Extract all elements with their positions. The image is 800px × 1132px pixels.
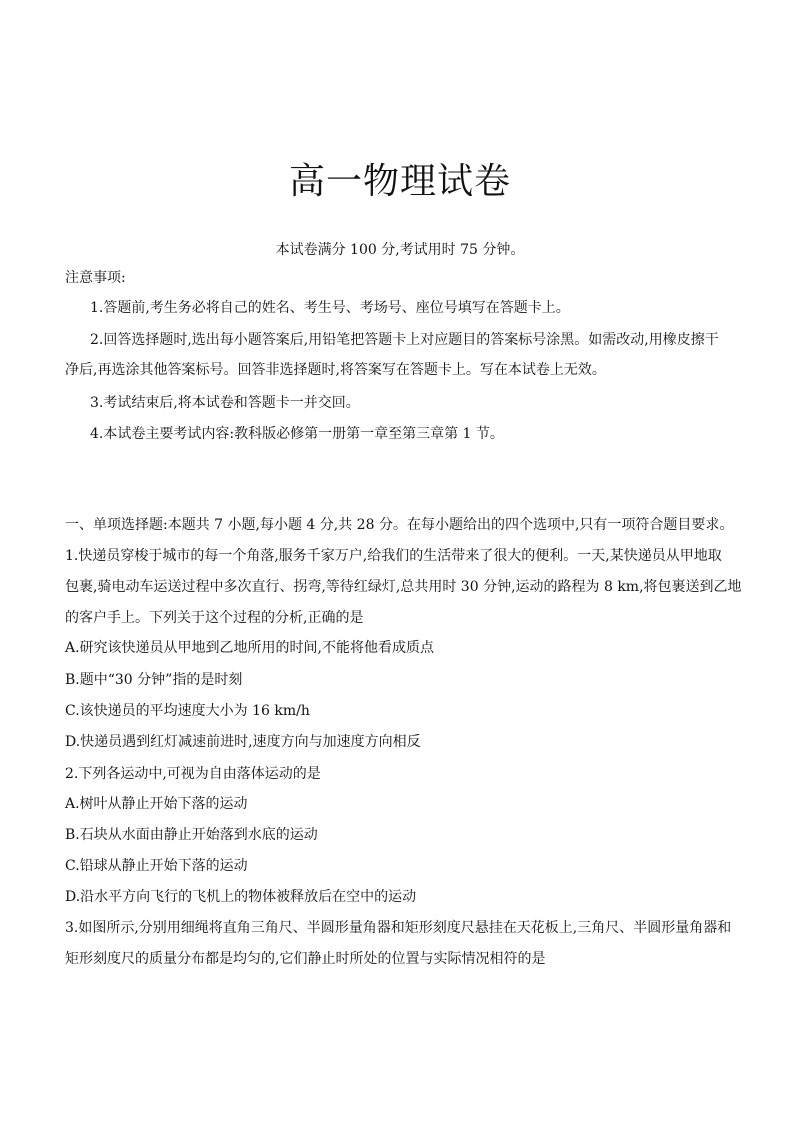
question-1-option-a: A.研究该快递员从甲地到乙地所用的时间,不能将他看成质点: [65, 640, 435, 656]
question-1-option-d: D.快递员遇到红灯减速前进时,速度方向与加速度方向相反: [65, 734, 421, 750]
question-1-line-3: 的客户手上。下列关于这个过程的分析,正确的是: [65, 610, 364, 626]
question-2-stem: 2.下列各运动中,可视为自由落体运动的是: [65, 766, 321, 782]
question-2-option-d: D.沿水平方向飞行的飞机上的物体被释放后在空中的运动: [65, 889, 417, 905]
question-1-line-1: 1.快递员穿梭于城市的每一个角落,服务千家万户,给我们的生活带来了很大的便利。一天,某快递员从甲地取: [65, 548, 722, 564]
section-title: 一、单项选择题:本题共 7 小题,每小题 4 分,共 28 分。在每小题给出的四个选项中,只有一项符合题目要求。: [65, 517, 734, 533]
question-3-line-1: 3.如图所示,分别用细绳将直角三角尺、半圆形量角器和矩形刻度尺悬挂在天花板上,三角尺、半圆形量角器和: [65, 920, 732, 936]
note-item-1: 1.答题前,考生务必将自己的姓名、考生号、考场号、座位号填写在答题卡上。: [90, 300, 570, 316]
note-item-4: 4.本试卷主要考试内容:教科版必修第一册第一章至第三章第 1 节。: [90, 426, 504, 442]
question-3-line-2: 矩形刻度尺的质量分布都是均匀的,它们静止时所处的位置与实际情况相符的是: [65, 951, 546, 967]
question-2-option-a: A.树叶从静止开始下落的运动: [65, 796, 248, 812]
notes-heading: 注意事项:: [65, 270, 126, 286]
question-1-option-c: C.该快递员的平均速度大小为 16 km/h: [65, 703, 310, 719]
note-item-2-line-1: 2.回答选择题时,选出每小题答案后,用铅笔把答题卡上对应题目的答案标号涂黑。如需改动,用橡皮擦干: [90, 332, 719, 348]
question-2-option-b: B.石块从水面由静止开始落到水底的运动: [65, 827, 318, 843]
note-item-2-line-2: 净后,再选涂其他答案标号。回答非选择题时,将答案写在答题卡上。写在本试卷上无效。: [65, 362, 606, 378]
question-1-line-2: 包裹,骑电动车运送过程中多次直行、拐弯,等待红绿灯,总共用时 30 分钟,运动的路程为 8 km,将包裹送到乙地: [65, 579, 742, 595]
exam-info: 本试卷满分 100 分,考试用时 75 分钟。: [275, 242, 525, 258]
question-2-option-c: C.铅球从静止开始下落的运动: [65, 858, 248, 874]
question-1-option-b: B.题中“30 分钟”指的是时刻: [65, 672, 243, 688]
note-item-3: 3.考试结束后,将本试卷和答题卡一并交回。: [90, 395, 360, 411]
page-title: 高一物理试卷: [288, 161, 511, 202]
